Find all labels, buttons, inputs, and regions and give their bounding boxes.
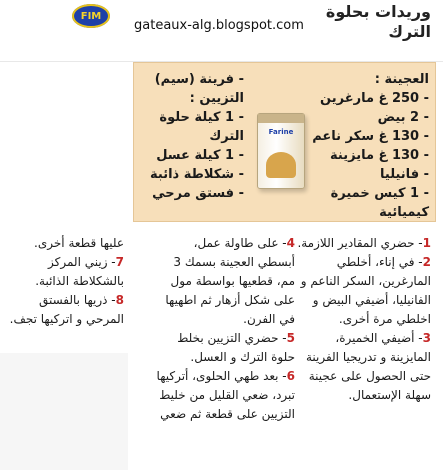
step-item: 5- حضري التزيين بخلط حلوة الترك و العسل. (177, 331, 295, 364)
ingredient-item: - 130 غ سكر ناعم (312, 129, 429, 144)
ingredient-item: - 130 غ مايزينة (330, 148, 429, 163)
ingredient-item: - فرينة (سيم) (154, 72, 244, 87)
brand-logo (72, 4, 110, 28)
decoration-heading: التزيين : (189, 91, 244, 106)
steps-column-left (8, 234, 124, 329)
ingredient-item: - 2 بيض (377, 110, 429, 125)
decoration-item: - فستق مرحي (152, 186, 244, 201)
step-item: 8- ذريها بالفستق المرحي و اتركيها تجف. (9, 293, 124, 326)
decoration-list (140, 70, 244, 203)
steps-column-right (293, 234, 431, 405)
ingredients-heading: العجينة : (374, 72, 429, 87)
steps-column-middle (155, 234, 295, 424)
step-item: 3- أضيفي الخميرة، المايزينة و تدريجيا الفرينة حتى الحصول على عجينة سهلة الإستعمال. (305, 331, 431, 402)
decoration-item: - 1 كيلة حلوة الترك (159, 110, 244, 144)
blog-url: gateaux-alg.blogspot.com (134, 18, 304, 33)
step-item: 7- زيني المركز بالشكلاطة الذائبة. (35, 255, 124, 288)
decoration-item: - شكلاطة ذائبة (150, 167, 244, 182)
flour-bag-image (257, 113, 305, 189)
step-item: 6- بعد طهي الحلوى، أتركيها تبرد، ضعي القليل من خليط التزيين على قطعة ثم ضعي (156, 369, 295, 421)
step-item: 1- حضري المقادير اللازمة. (297, 236, 431, 250)
ingredients-list (311, 70, 429, 222)
page-title: وريدات بحلوة الترك (325, 2, 431, 41)
flour-bag-label: Farine (268, 128, 294, 136)
ingredient-item: - 1 كيس خميرة كيميائية (330, 186, 429, 220)
step-item: عليها قطعة أخرى. (34, 236, 124, 250)
ingredient-item: - فانيليا (380, 167, 429, 182)
decoration-item: - 1 كيلة عسل (156, 148, 244, 163)
step-item: 4- على طاولة عمل، أبسطي العجينة بسمك 3 مم، قطعيها بواسطة مول على شكل أزهار ثم اطهيها في الفرن. (165, 236, 295, 326)
logo-text: FIM (80, 10, 102, 22)
step-item: 2- في إناء، أخلطي المارغرين، السكر الناعم و الفانيليا، أضيفي البيض و اخلطي مرة أخرى. (300, 255, 431, 326)
ingredient-item: - 250 غ مارغرين (320, 91, 429, 106)
empty-area (0, 353, 128, 470)
